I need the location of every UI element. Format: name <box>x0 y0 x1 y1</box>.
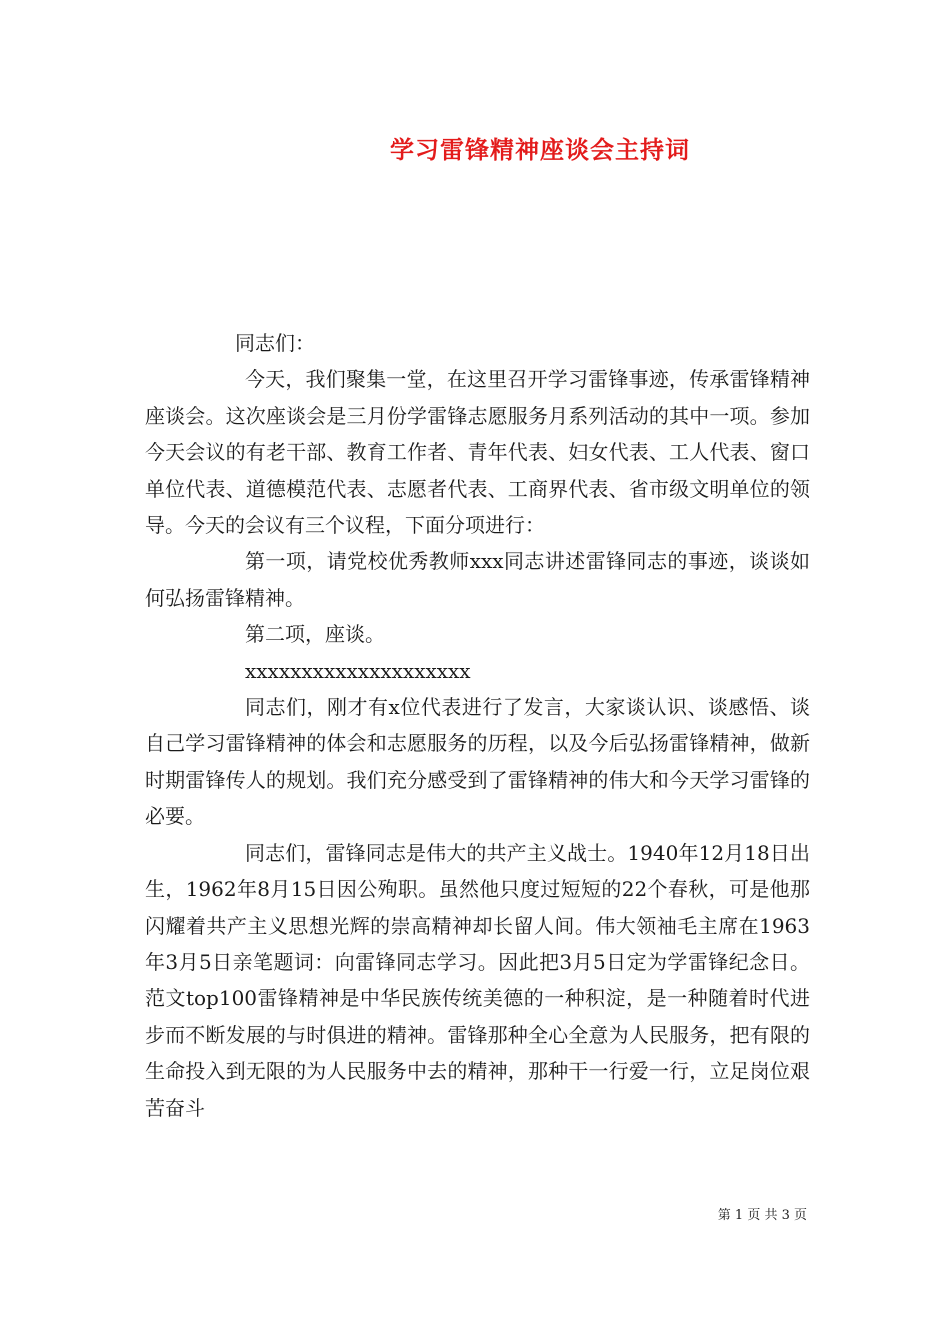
document-title: 学习雷锋精神座谈会主持词 <box>390 135 690 164</box>
paragraph-leifeng-bio: 同志们，雷锋同志是伟大的共产主义战士。1940年12月18日出生，1962年8月15日因公殉职。虽然他只度过短短的22个春秋，可是他那闪耀着共产主义思想光辉的崇高精神却长留人间。伟大领袖毛主席在1963年3月5日亲笔题词：向雷锋同志学习。因此把3月5日定为学雷锋纪念日。范文top100雷锋精神是中华民族传统美德的一种积淀，是一种随着时代进步而不断发展的与时俱进的精神。雷锋那种全心全意为人民服务，把有限的生命投入到无限的为人民服务中去的精神，那种干一行爱一行，立足岗位艰苦奋斗 <box>145 840 810 1120</box>
page-footer: 第 1 页 共 3 页 <box>717 1208 807 1223</box>
paragraph-placeholder: xxxxxxxxxxxxxxxxxxxx <box>245 658 471 683</box>
document-body <box>145 325 810 1126</box>
paragraph-item-one: 第一项，请党校优秀教师xxx同志讲述雷锋同志的事迹，谈谈如何弘扬雷锋精神。 <box>145 549 810 610</box>
paragraph-item-two: 第二项，座谈。 <box>245 622 385 647</box>
salutation: 同志们： <box>235 331 315 355</box>
paragraph-opening: 今天，我们聚集一堂，在这里召开学习雷锋事迹，传承雷锋精神座谈会。这次座谈会是三月份学雷锋志愿服务月系列活动的其中一项。参加今天会议的有老干部、教育工作者、青年代表、妇女代表、工人代表、窗口单位代表、道德模范代表、志愿者代表、工商界代表、省市级文明单位的领导。今天的会议有三个议程，下面分项进行： <box>145 367 810 538</box>
paragraph-summary: 同志们，刚才有x位代表进行了发言，大家谈认识、谈感悟、谈自己学习雷锋精神的体会和志愿服务的历程，以及今后弘扬雷锋精神，做新时期雷锋传人的规划。我们充分感受到了雷锋精神的伟大和今天学习雷锋的必要。 <box>145 695 810 829</box>
